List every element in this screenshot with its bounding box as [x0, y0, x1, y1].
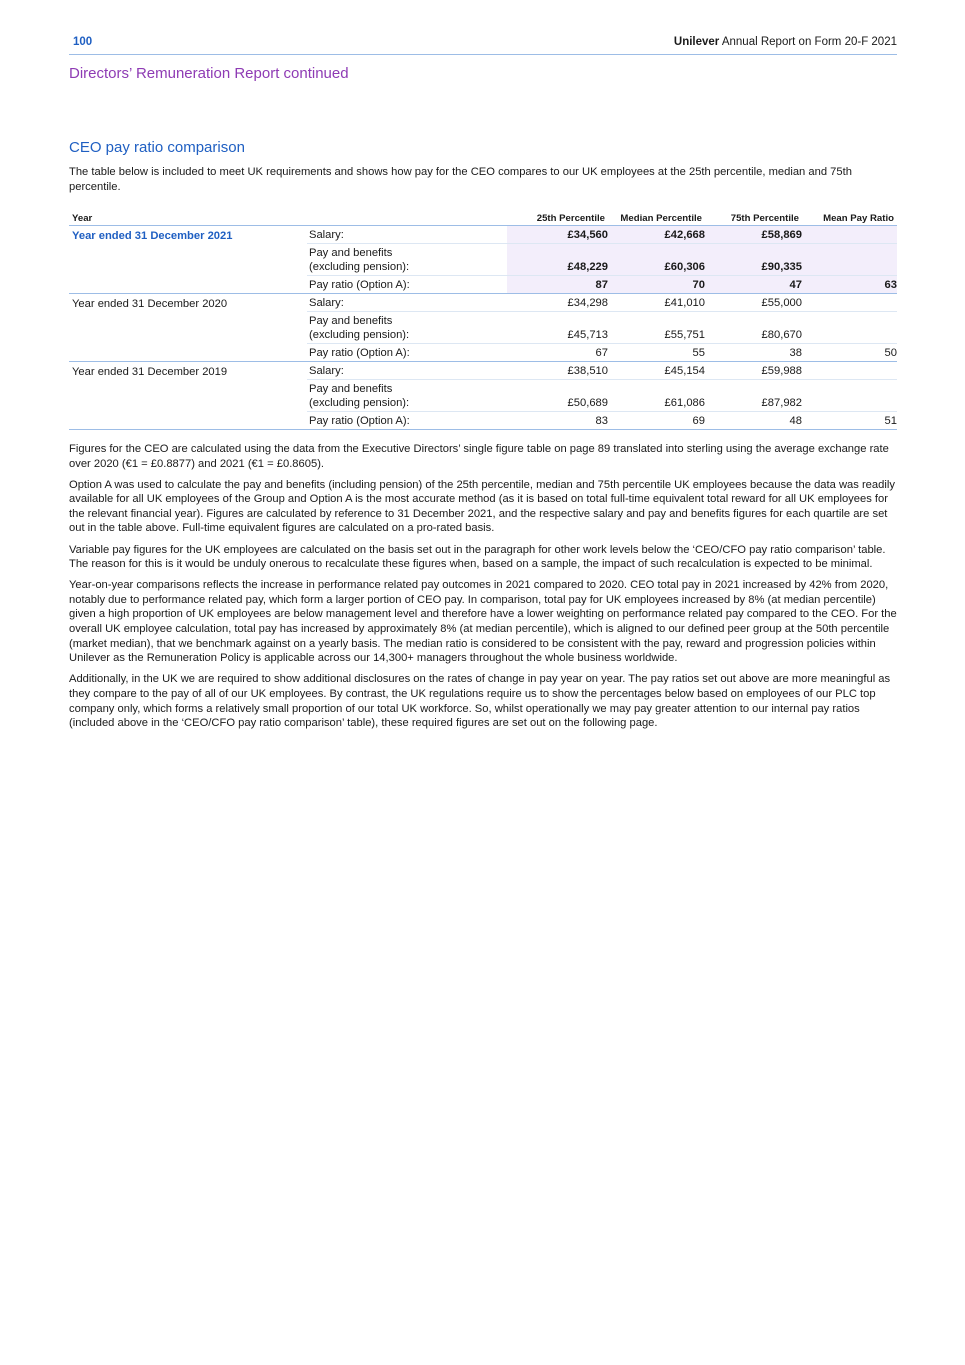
benefits-p75: £80,670 — [705, 312, 802, 344]
benefits-label-line-2: (excluding pension): — [309, 261, 410, 273]
benefits-median: £55,751 — [608, 312, 705, 344]
ratio-p75: 47 — [705, 276, 802, 294]
ceo-pay-ratio-table — [69, 210, 897, 430]
salary-mean — [802, 362, 897, 380]
salary-p25: £34,560 — [507, 226, 608, 244]
benefits-label-line-2: (excluding pension): — [309, 397, 410, 409]
salary-label: Salary: — [307, 226, 507, 244]
col-header-mean-ratio: Mean Pay Ratio — [802, 210, 897, 226]
col-header-p75: 75th Percentile — [705, 210, 802, 226]
benefits-label-line-1: Pay and benefits — [309, 315, 393, 327]
page-number: 100 — [73, 36, 93, 48]
paragraph-option-a: Option A was used to calculate the pay and benefits (including pension) of the 25th percentile, median and 75th percentile UK employees because the data was readily available for all UK employees of the Group and Option A is the most accurate method (as it is based on total full-time equivalent total reward for all UK employees for the relevant financial year). Figures are calculated by reference to 31 December 2021, and the respective salary and pay and benefits figures for each quartile are set out in the table above. Full-time equivalent figures are calculated on a pro-rated basis. — [69, 478, 895, 535]
ratio-p25: 83 — [507, 412, 608, 430]
table-row — [69, 226, 897, 244]
benefits-p75: £87,982 — [705, 380, 802, 412]
year-label: Year ended 31 December 2019 — [69, 362, 307, 430]
year-label: Year ended 31 December 2020 — [69, 294, 307, 362]
benefits-label-line-1: Pay and benefits — [309, 247, 393, 259]
benefits-label — [307, 244, 507, 276]
year-group-2019 — [69, 362, 897, 430]
benefits-label-line-2: (excluding pension): — [309, 329, 410, 341]
page-header — [69, 36, 897, 55]
mean-pay-ratio: 51 — [802, 412, 897, 430]
ratio-p25: 87 — [507, 276, 608, 294]
col-header-median: Median Percentile — [608, 210, 705, 226]
benefits-mean — [802, 312, 897, 344]
salary-p25: £34,298 — [507, 294, 608, 312]
ratio-p75: 48 — [705, 412, 802, 430]
year-label: Year ended 31 December 2021 — [69, 226, 307, 294]
salary-mean — [802, 294, 897, 312]
ratio-label: Pay ratio (Option A): — [307, 412, 507, 430]
col-header-year: Year — [69, 210, 307, 226]
col-header-label — [307, 210, 507, 226]
salary-p75: £59,988 — [705, 362, 802, 380]
mean-pay-ratio: 63 — [802, 276, 897, 294]
salary-mean — [802, 226, 897, 244]
paragraph-exchange-rate: Figures for the CEO are calculated using the data from the Executive Directors’ single figure table on page 89 translated into sterling using the average exchange rate over 2020 (€1 = £0.8877) and 2021 (€1 = £0.8605). — [69, 443, 889, 470]
paragraph-year-on-year: Year-on-year comparisons reflects the increase in performance related pay outcomes in 2021 compared to 2020. CEO total pay in 2021 increased by 42% from 2020, notably due to performance related pay, which form a larger portion of CEO pay. In comparison, total pay for UK employees increased by 8% (at median percentile) given a high proportion of UK employees are below management level and therefore have a lower weighting on performance related pay compared to the CEO. For the overall UK employee calculation, total pay has increased by approximately 8% (at median percentile), which is aligned to our defined peer group at the 50th percentile (market median), that we benchmark against on a yearly basis. The median ratio is considered to be consistent with the pay, reward and progression policies within Unilever as the Remuneration Policy is applicable across our 14,300+ managers throughout the whole business worldwide. — [69, 579, 897, 665]
report-title — [674, 36, 897, 48]
benefits-label — [307, 380, 507, 412]
benefits-p25: £45,713 — [507, 312, 608, 344]
benefits-mean — [802, 380, 897, 412]
ratio-median: 70 — [608, 276, 705, 294]
report-name: Annual Report on Form 20-F 2021 — [721, 36, 897, 48]
table-row — [69, 362, 897, 380]
paragraph-additional-disclosures: Additionally, in the UK we are required to show additional disclosures on the rates of change in pay year on year. The pay ratios set out above are more meaningful as they compare to the pay of all of our UK employees. By contrast, the UK regulations require us to show the percentages below based on employees of our PLC top company only, which forms a relatively small proportion of our total UK workforce. So, whilst operationally we may pay greater attention to our internal pay ratios (included above in the ‘CEO/CFO pay ratio comparison’ table), these required figures are set out on the following page. — [69, 673, 891, 730]
benefits-label — [307, 312, 507, 344]
section-title: Directors’ Remuneration Report continued — [69, 65, 349, 82]
ratio-p75: 38 — [705, 344, 802, 362]
table-header-row — [69, 210, 897, 226]
ratio-median: 55 — [608, 344, 705, 362]
salary-p75: £55,000 — [705, 294, 802, 312]
benefits-median: £60,306 — [608, 244, 705, 276]
body-text — [69, 442, 897, 737]
salary-p75: £58,869 — [705, 226, 802, 244]
salary-label: Salary: — [307, 294, 507, 312]
salary-median: £42,668 — [608, 226, 705, 244]
benefits-p75: £90,335 — [705, 244, 802, 276]
brand-name: Unilever — [673, 36, 720, 48]
paragraph-variable-pay: Variable pay figures for the UK employees are calculated on the basis set out in the paragraph for other work levels below the ‘CEO/CFO pay ratio comparison’ table. The reason for this is it would be unduly onerous to recalculate these figures when, based on a sample, the impact of such recalculation is expected to be minimal. — [69, 543, 886, 571]
ratio-median: 69 — [608, 412, 705, 430]
ratio-label: Pay ratio (Option A): — [307, 276, 507, 294]
ratio-p25: 67 — [507, 344, 608, 362]
intro-paragraph: The table below is included to meet UK requirements and shows how pay for the CEO compares to our UK employees at the 25th percentile, median and 75th percentile. — [69, 166, 852, 193]
ceo-pay-ratio-heading: CEO pay ratio comparison — [69, 139, 245, 156]
col-header-p25: 25th Percentile — [507, 210, 608, 226]
year-group-2020 — [69, 294, 897, 362]
salary-p25: £38,510 — [507, 362, 608, 380]
year-group-2021 — [69, 226, 897, 294]
benefits-label-line-1: Pay and benefits — [309, 383, 393, 395]
salary-label: Salary: — [307, 362, 507, 380]
mean-pay-ratio: 50 — [802, 344, 897, 362]
benefits-mean — [802, 244, 897, 276]
ratio-label: Pay ratio (Option A): — [307, 344, 507, 362]
benefits-p25: £50,689 — [507, 380, 608, 412]
salary-median: £41,010 — [608, 294, 705, 312]
table-row — [69, 294, 897, 312]
benefits-median: £61,086 — [608, 380, 705, 412]
benefits-p25: £48,229 — [507, 244, 608, 276]
salary-median: £45,154 — [608, 362, 705, 380]
